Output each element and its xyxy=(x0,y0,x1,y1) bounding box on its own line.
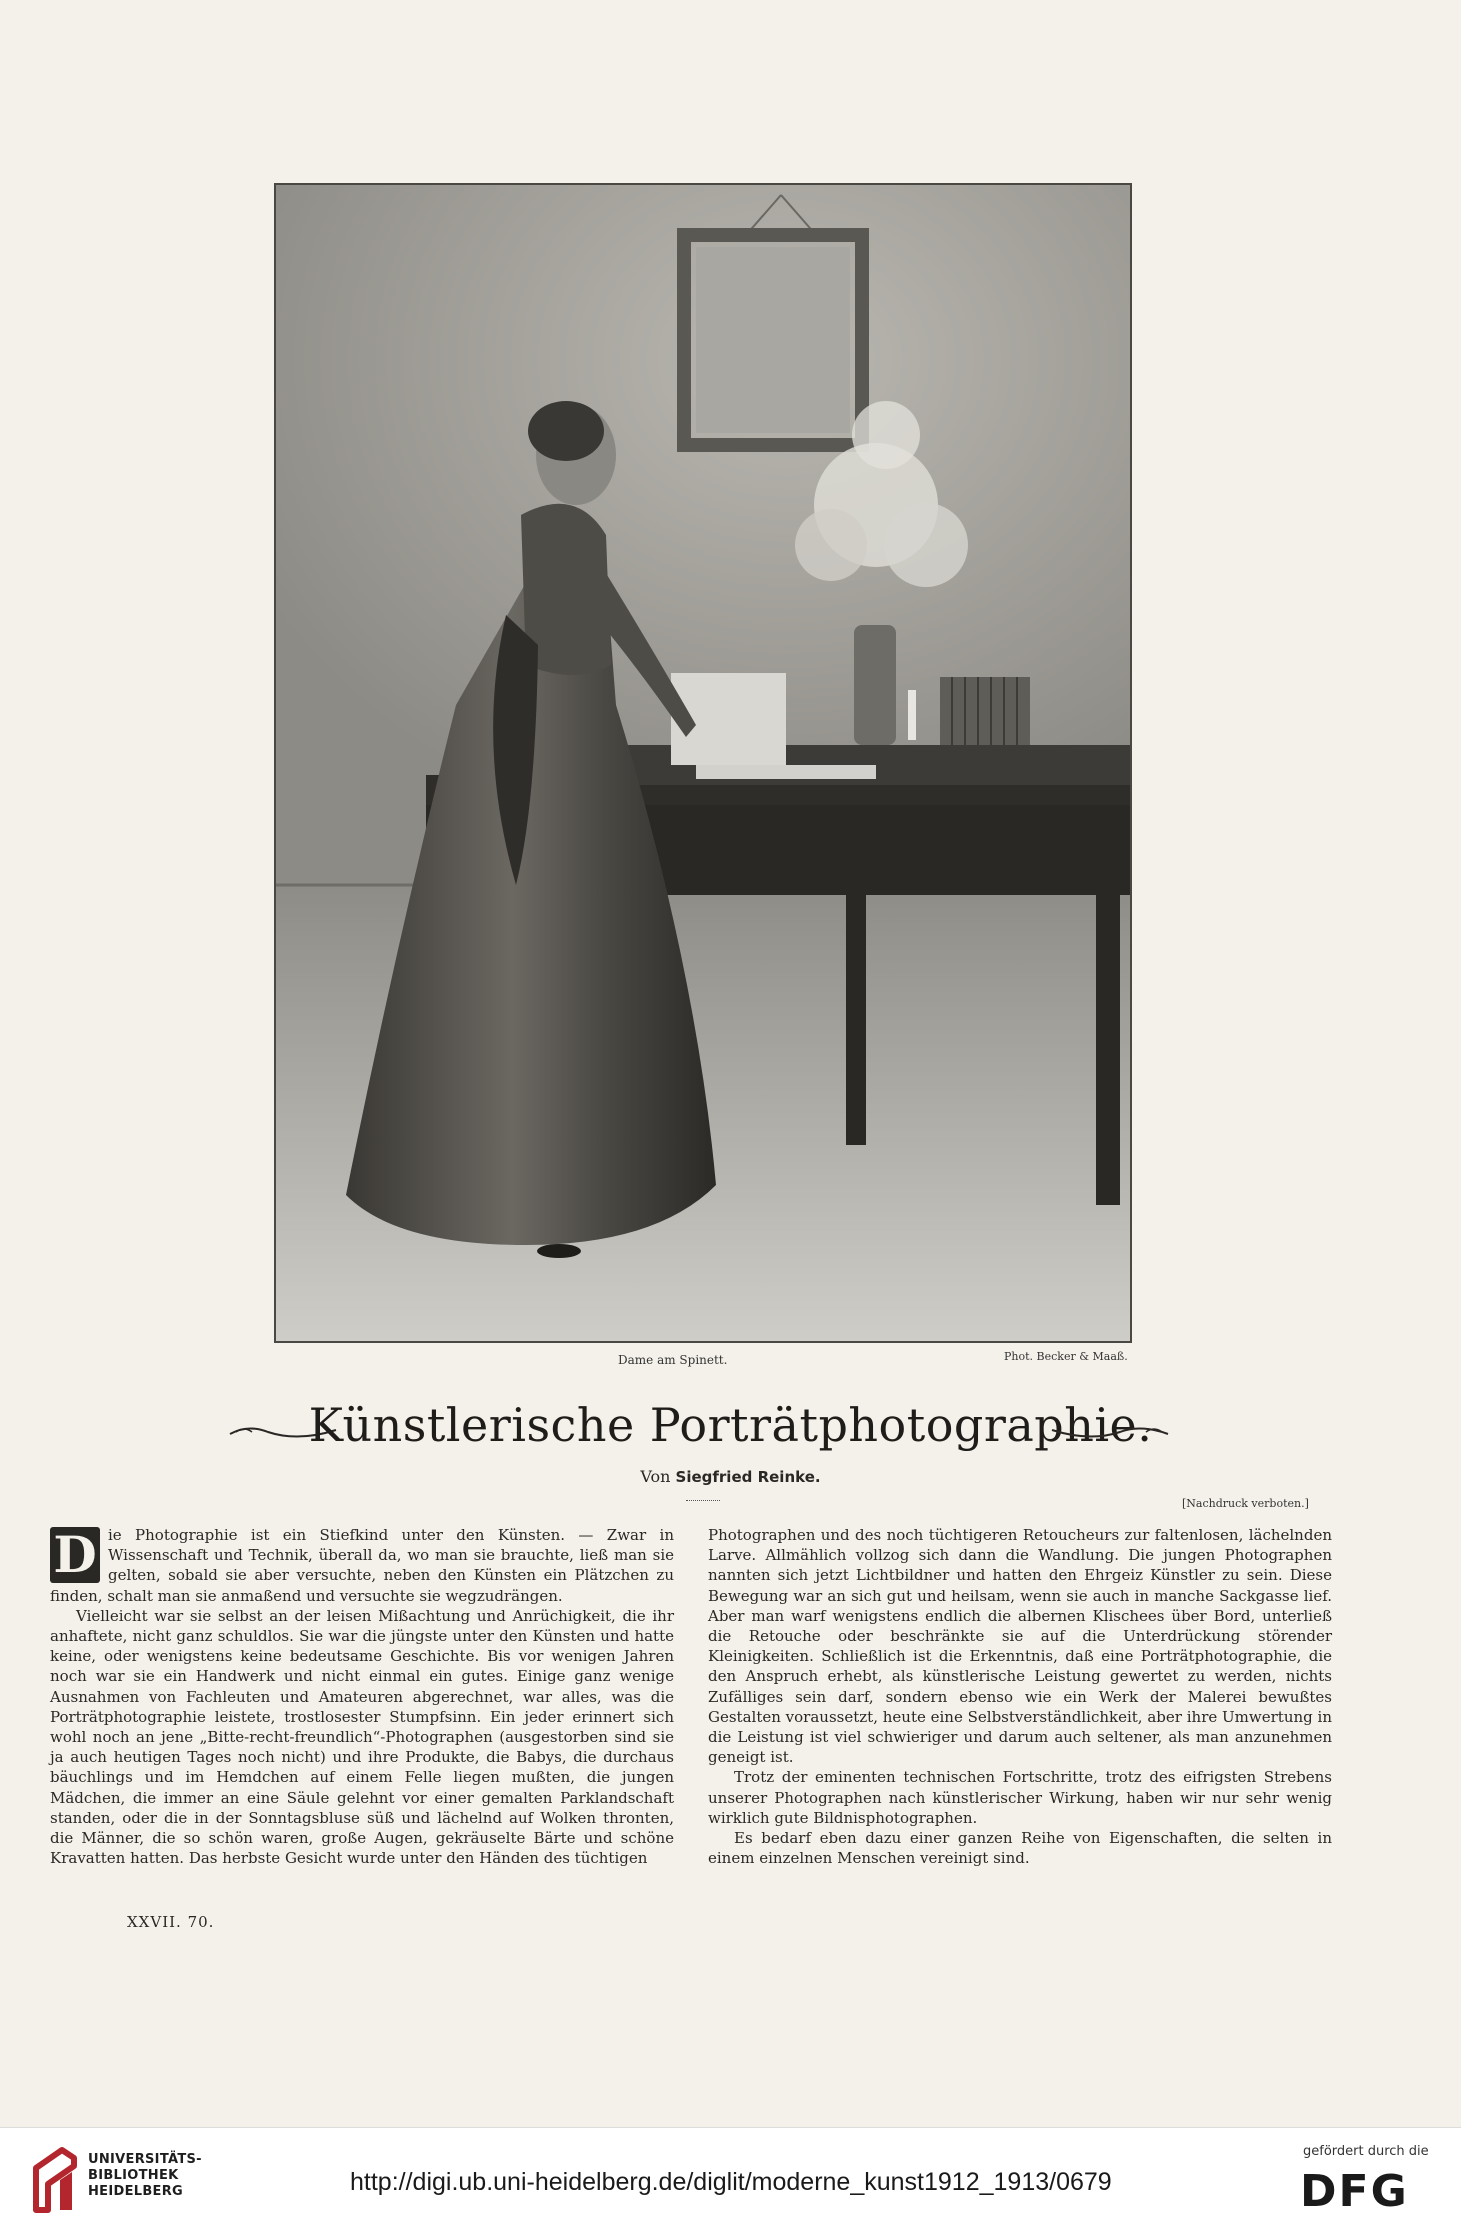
university-line: HEIDELBERG xyxy=(88,2184,184,2199)
university-logo-icon xyxy=(32,2146,78,2214)
paragraph: Es bedarf eben dazu einer ganzen Reihe von Eigenschaften, die selten in einem einzelnen Menschen vereinigt sind. xyxy=(708,1829,1332,1868)
author-name: Siegfried Reinke. xyxy=(675,1468,821,1486)
footer-bar xyxy=(0,2127,1461,2234)
document-url-link[interactable]: http://digi.ub.uni-heidelberg.de/diglit/moderne_kunst1912_1913/0679 xyxy=(350,2168,1112,2196)
university-line: BIBLIOTHEK xyxy=(88,2168,179,2183)
text-column-right xyxy=(708,1525,1332,1868)
university-line: UNIVERSITÄTS- xyxy=(88,2152,202,2167)
dotted-rule xyxy=(686,1500,720,1501)
text-column-left xyxy=(50,1525,674,1868)
paragraph: Trotz der eminenten technischen Fortschritte, trotz des eifrigsten Strebens unserer Photographen nach künstlerischer Wirkung, haben wir nur sehr wenig wirklich gute Bildnisphotographen. xyxy=(708,1768,1332,1827)
photo-illustration xyxy=(276,185,1130,1341)
article-title: Künstlerische Porträtphotographie. xyxy=(308,1398,1153,1452)
photo-caption: Dame am Spinett. xyxy=(618,1353,728,1367)
reprint-notice: [Nachdruck verboten.] xyxy=(1182,1497,1309,1510)
dfg-logo: DFG xyxy=(1300,2166,1409,2217)
photo-credit: Phot. Becker & Maaß. xyxy=(1004,1350,1128,1363)
paragraph-text: ie Photographie ist ein Stiefkind unter den Künsten. — Zwar in Wissenschaft und Technik, überall da, wo man sie brauchte, ließ man sie gelten, sobald sie aber versuchte, neben den Künsten ein Plätzchen zu finden, schalt man sie anmaßend und versuchte sie wegzudrängen. xyxy=(50,1526,674,1605)
right-flourish-icon xyxy=(1050,1422,1170,1442)
university-name xyxy=(88,2152,202,2200)
headline-container xyxy=(0,1398,1461,1452)
funder-label: gefördert durch die xyxy=(1303,2144,1429,2159)
drop-cap: D xyxy=(50,1527,100,1583)
paragraph xyxy=(50,1525,674,1606)
photograph-dame-am-spinett xyxy=(274,183,1132,1343)
paragraph: Vielleicht war sie selbst an der leisen Mißachtung und Anrüchigkeit, die ihr anhaftete, nicht ganz schuldlos. Sie war die jüngste unter den Künsten und hatte keine, oder wenigstens keine bedeutsame Geschichte. Bis vor wenigen Jahren noch war sie ein Handwerk und nicht einmal ein gutes. Einige ganz wenige Ausnahmen von Fachleuten und Amateuren abgerechnet, war alles, was die Porträtphotographie leistete, trostlosester Stumpfsinn. Ein jeder erinnert sich wohl noch an jene „Bitte-recht-freundlich“-Photographen (ausgestorben sind sie ja auch heutigen Tages noch nicht) und ihre Produkte, die Babys, die durchaus bäuchlings und im Hemdchen auf einem Felle liegen mußten, die jungen Mädchen, die immer an eine Säule gelehnt vor einer gemalten Parklandschaft standen, oder die in der Sonntagsbluse süß und lächelnd auf Wolken thronten, die Männer, die so schön waren, große Augen, gekräuselte Bärte und schöne Kravatten hatten. Das herbste Gesicht wurde unter den Händen des tüchtigen xyxy=(50,1606,674,1868)
paragraph: Photographen und des noch tüchtigeren Retoucheurs zur faltenlosen, lächelnden Larve. Allmählich vollzog sich dann die Wandlung. Die jungen Photographen nannten sich jetzt Lichtbildner und hatten den Ehrgeiz Künstler zu sein. Diese Bewegung war an sich gut und heilsam, wenn sie auch in manche Sackgasse lief. Aber man warf wenigstens endlich die albernen Klischees über Bord, unterließ die Retouche oder beschränkte sie auf die Unterdrückung störender Kleinigkeiten. Schließlich ist die Erkenntnis, daß eine Porträtphotographie, die den Anspruch erhebt, als künstlerische Leistung gewertet zu werden, nichts Zufälliges sein darf, sondern ebenso wie ein Werk der Malerei bewußtes Gestalten voraussetzt, heute eine Selbstverständlichkeit, aber ihre Umwertung in die Leistung ist viel schwieriger und darum auch seltener, als man anzunehmen geneigt ist. xyxy=(708,1526,1332,1767)
byline-prefix: Von xyxy=(640,1467,671,1486)
page-folio: XXVII. 70. xyxy=(127,1913,215,1931)
byline xyxy=(0,1467,1461,1486)
